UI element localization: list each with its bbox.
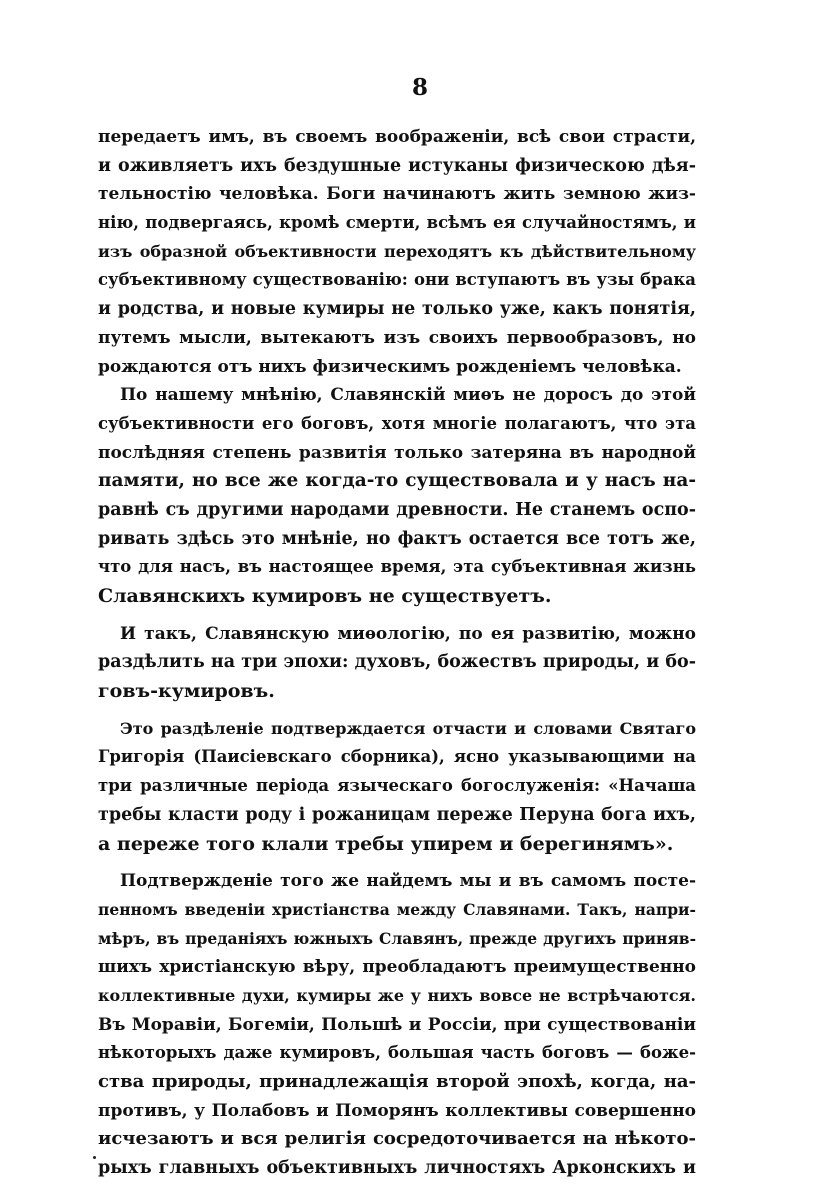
text-line: изъ образной объективности переходятъ къ дѣйствительному <box>98 241 696 261</box>
text-line: нѣкоторыхъ даже кумировъ, большая часть боговъ — боже- <box>98 1043 696 1063</box>
text-line: равнѣ съ другими народами древности. Не станемъ оспо- <box>98 499 696 520</box>
text-line: мѣръ, въ преданiяхъ южныхъ Славянъ, прежде другихъ приняв- <box>98 928 696 948</box>
paragraph-1 <box>98 123 696 381</box>
text-line: тельностiю человѣка. Боги начинаютъ жить земною жиз- <box>98 184 696 205</box>
text-line: три различные перiода языческаго богослуженiя: «Начаша <box>98 776 696 796</box>
text-line: И такъ, Славянскую миѳологiю, по ея развитiю, можно <box>120 623 696 644</box>
text-line: раздѣлить на три эпохи: духовъ, божествъ природы, и бо- <box>98 652 696 673</box>
paragraph-gap <box>98 858 696 867</box>
text-line: Это раздѣленiе подтверждается отчасти и словами Святаго <box>120 718 696 738</box>
text-line: рыхъ главныхъ объективныхъ личностяхъ Арконскихъ и <box>98 1158 696 1179</box>
text-line: передаетъ имъ, въ своемъ воображенiи, всѣ свои страсти, <box>98 127 696 147</box>
text-line: что для насъ, въ настоящее время, эта субъективная жизнь <box>98 557 696 577</box>
text-line: Славянскихъ кумировъ не существуетъ. <box>98 585 552 607</box>
text-line: послѣдняя степень развитiя только затеряна въ народной <box>98 442 696 463</box>
paragraph-5 <box>98 867 696 1183</box>
paragraph-4 <box>98 715 696 858</box>
text-line: требы класти роду і рожаницам переже Перуна бога ихъ, <box>98 804 696 825</box>
text-line: исчезаютъ и вся религiя сосредоточивается на нѣкото- <box>98 1128 696 1150</box>
text-line: говъ-кумировъ. <box>98 680 275 703</box>
text-line: а переже того клали требы упирем и берегинямъ». <box>98 832 674 855</box>
text-line: Григорiя (Паисiевскаго сборника), ясно указывающими на <box>98 747 696 767</box>
paragraph-3 <box>98 620 696 706</box>
text-line: памяти, но все же когда-то существовала и у насъ на- <box>98 470 696 492</box>
text-line: и оживляетъ ихъ бездушные истуканы физическою дѣя- <box>98 155 696 176</box>
text-line: Подтвержденiе того же найдемъ мы и въ самомъ посте- <box>120 871 696 892</box>
text-line: пенномъ введенiи христiанства между Славянами. Такъ, напри- <box>98 899 696 919</box>
text-line: путемъ мысли, вытекаютъ изъ своихъ первообразовъ, но <box>98 327 696 348</box>
text-line: По нашему мнѣнiю, Славянскiй миѳъ не доросъ до этой <box>120 385 696 406</box>
text-line: шихъ христiанскую вѣру, преобладаютъ преимущественно <box>98 957 696 978</box>
text-line: Въ Моравiи, Богемiи, Польшѣ и Россiи, при существованiи <box>98 1014 696 1035</box>
body-text <box>98 123 696 1183</box>
paragraph-gap <box>98 706 696 715</box>
text-line: ривать здѣсь это мнѣнiе, но фактъ остается все тотъ же, <box>98 528 696 549</box>
print-speck <box>93 1156 96 1159</box>
text-line: противъ, у Полабовъ и Поморянъ коллективы совершенно <box>98 1100 696 1121</box>
text-line: ства природы, принадлежащiя второй эпохѣ, когда, на- <box>98 1071 696 1092</box>
text-line: субъективности его боговъ, хотя многiе полагаютъ, что эта <box>98 413 696 433</box>
text-line: коллективные духи, кумиры же у нихъ вовсе не встрѣчаются. <box>98 985 696 1005</box>
paragraph-2 <box>98 381 696 611</box>
text-line: субъективному существованiю: они вступаютъ въ узы брака <box>98 270 696 290</box>
page-number: 8 <box>411 74 428 101</box>
text-line: и родства, и новые кумиры не только уже, какъ понятiя, <box>98 299 696 320</box>
text-line: рождаются отъ нихъ физическимъ рожденiемъ человѣка. <box>98 356 682 377</box>
text-line: нiю, подвергаясь, кромѣ смерти, всѣмъ ея случайностямъ, и <box>98 213 696 233</box>
paragraph-gap <box>98 611 696 620</box>
